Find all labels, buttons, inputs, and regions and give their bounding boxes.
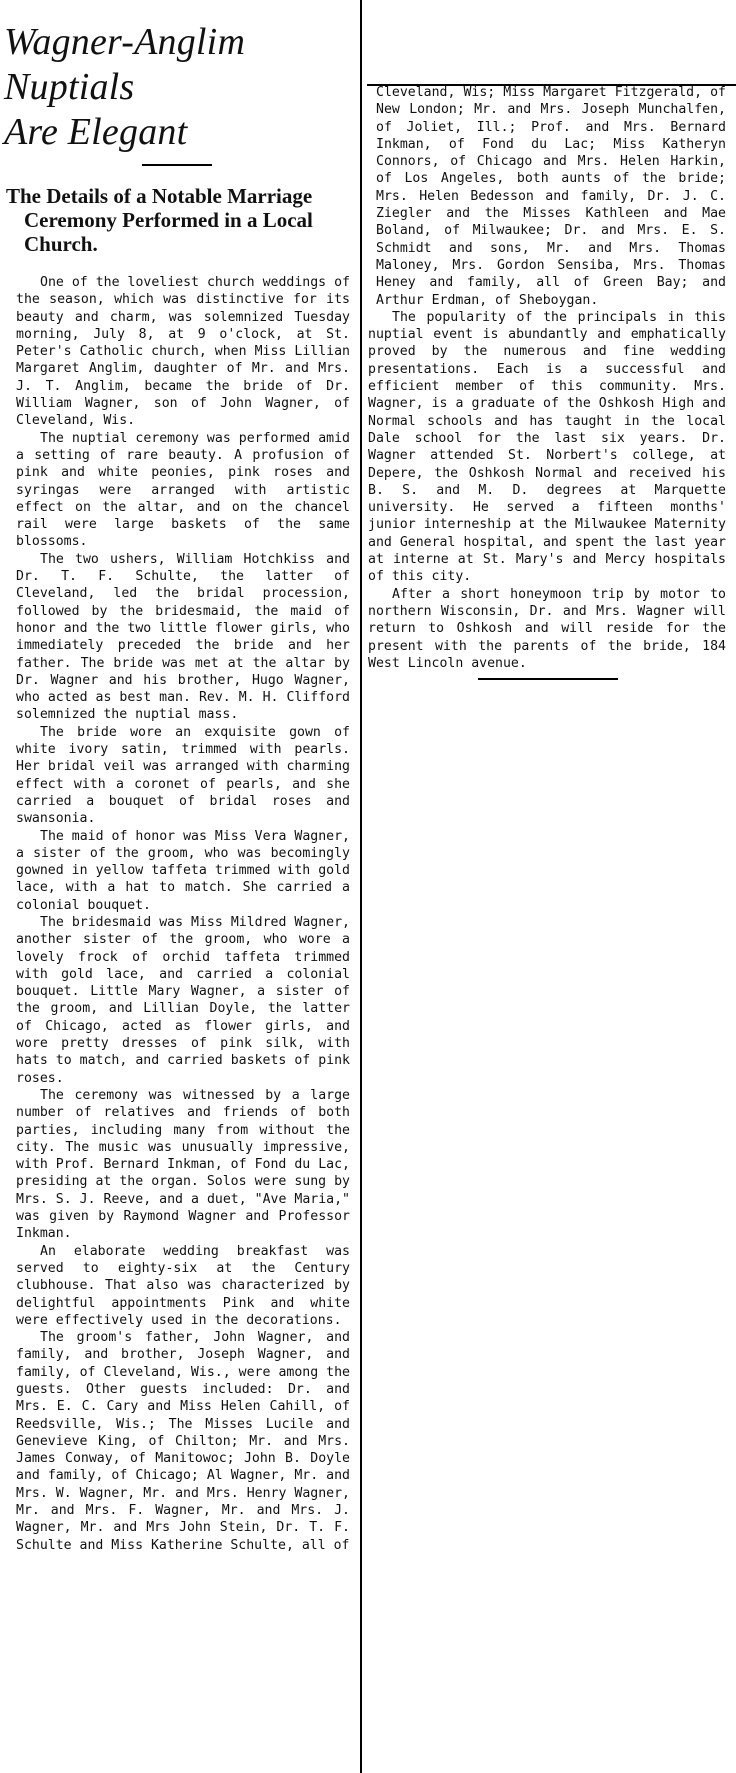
article-paragraph: After a short honeymoon trip by motor to northern Wisconsin, Dr. and Mrs. Wagner will return to Oshkosh and will reside for the present with the parents of the bride, 184 West Lincoln avenue. [368,586,726,671]
article-paragraph: The nuptial ceremony was performed amid a setting of rare beauty. A profusion of pink and white peonies, pink roses and syringas were arranged with artistic effect on the altar, and on the chancel rail were large baskets of the same blossoms. [16,430,350,550]
right-column [368,84,728,680]
article-paragraph: An elaborate wedding breakfast was served to eighty-six at the Century clubhouse. That also was characterized by delightful appointments Pink and white were effectively used in the decorations. [16,1243,350,1328]
article-paragraph: The bridesmaid was Miss Mildred Wagner, another sister of the groom, who wore a lovely frock of orchid taffeta trimmed with gold lace, and carried a colonial bouquet. Little Mary Wagner, a sister of the groom, and Lillian Doyle, the latter of Chicago, acted as flower girls, and wore pretty dresses of pink silk, with hats to match, and carried baskets of pink roses. [16,914,350,1086]
article-paragraph: The bride wore an exquisite gown of white ivory satin, trimmed with pearls. Her bridal veil was arranged with charming effect with a coronet of pearls, and she carried a bouquet of bridal roses and swansonia. [16,724,350,827]
headline-line: Wagner-Anglim [4,21,246,63]
left-column [2,10,356,1554]
article-paragraph: The groom's father, John Wagner, and family, and brother, Joseph Wagner, and family, of Cleveland, Wis., were among the guests. Other guests included: Dr. and Mrs. E. C. Cary and Miss Helen Cahill, of Reedsville, Wis.; The Misses Lucile and Genevieve King, of Chilton; Mr. and Mrs. James Conway, of Manitowoc; John B. Doyle and family, of Chicago; Al Wagner, Mr. and Mrs. W. Wagner, Mr. and Mrs. Henry Wagner, Mr. and Mrs. F. Wagner, Mr. and Mrs. J. Wagner, Mr. and Mrs John Stein, Dr. T. F. Schulte and Miss Katherine Schulte, all of [16,1330,350,1553]
headline-rule [142,164,212,166]
article-paragraph: The ceremony was witnessed by a large number of relatives and friends of both parties, including many from without the city. The music was unusually impressive, with Prof. Bernard Inkman, of Fond du Lac, presiding at the organ. Solos were sung by Mrs. S. J. Reeve, and a duet, "Ave Maria," was given by Raymond Wagner and Professor Inkman. [16,1087,350,1242]
column-divider [360,0,362,1773]
article-paragraph-continued: Cleveland, Wis; Miss Margaret Fitzgerald, of New London; Mr. and Mrs. Joseph Munchalfen, of Joliet, Ill.; Prof. and Mrs. Bernard Inkman, of Fond du Lac; Miss Katheryn Connors, of Chicago and Mrs. Helen Harkin, of Los Angeles, both aunts of the bride; Mrs. Helen Bedesson and family, Dr. J. C. Ziegler and the Misses Kathleen and Mae Boland, of Milwaukee; Dr. and Mrs. E. S. Schmidt and sons, Mr. and Mrs. Thomas Maloney, Mrs. Gordon Sensiba, Mrs. Thomas Heney and family, all of Green Bay; and Arthur Erdman, of Sheboygan. [376,85,726,308]
headline-line: Are Elegant [4,111,188,153]
article-paragraph: The maid of honor was Miss Vera Wagner, a sister of the groom, who was becomingly gowned in yellow taffeta trimmed with gold lace, with a hat to match. She carried a colonial bouquet. [16,828,350,913]
article-end-rule [478,678,618,680]
subheadline: The Details of a Notable Marriage Ceremony Performed in a Local Church. [6,184,313,256]
headline [4,20,356,155]
article-paragraph: The two ushers, William Hotchkiss and Dr. T. F. Schulte, the latter of Cleveland, led the bridal procession, followed by the bridesmaid, the maid of honor and the two little flower girls, who immediately preceded the bride and her father. The bride was met at the altar by Dr. Wagner and his brother, Hugo Wagner, who acted as best man. Rev. M. H. Clifford solemnized the nuptial mass. [16,551,350,723]
headline-line: Nuptials [4,66,135,108]
article-paragraph: One of the loveliest church weddings of the season, which was distinctive for its beauty and charm, was solemnized Tuesday morning, July 8, at 9 o'clock, at St. Peter's Catholic church, when Miss Lillian Margaret Anglim, daughter of Mr. and Mrs. J. T. Anglim, became the bride of Dr. William Wagner, son of John Wagner, of Cleveland, Wis. [16,275,350,429]
article-paragraph: The popularity of the principals in this nuptial event is abundantly and emphatically proved by the numerous and fine wedding presentations. Each is a successful and efficient member of this community. Mrs. Wagner, is a graduate of the Oshkosh High and Normal schools and has taught in the local Dale school for the last six years. Dr. Wagner attended St. Norbert's college, at Depere, the Oshkosh Normal and received his B. S. and M. D. degrees at Marquette university. He served a fifteen months' junior interneship at the Milwaukee Maternity and General hospital, and spent the last year at interne at St. Mary's and Mercy hospitals of this city. [368,309,726,585]
